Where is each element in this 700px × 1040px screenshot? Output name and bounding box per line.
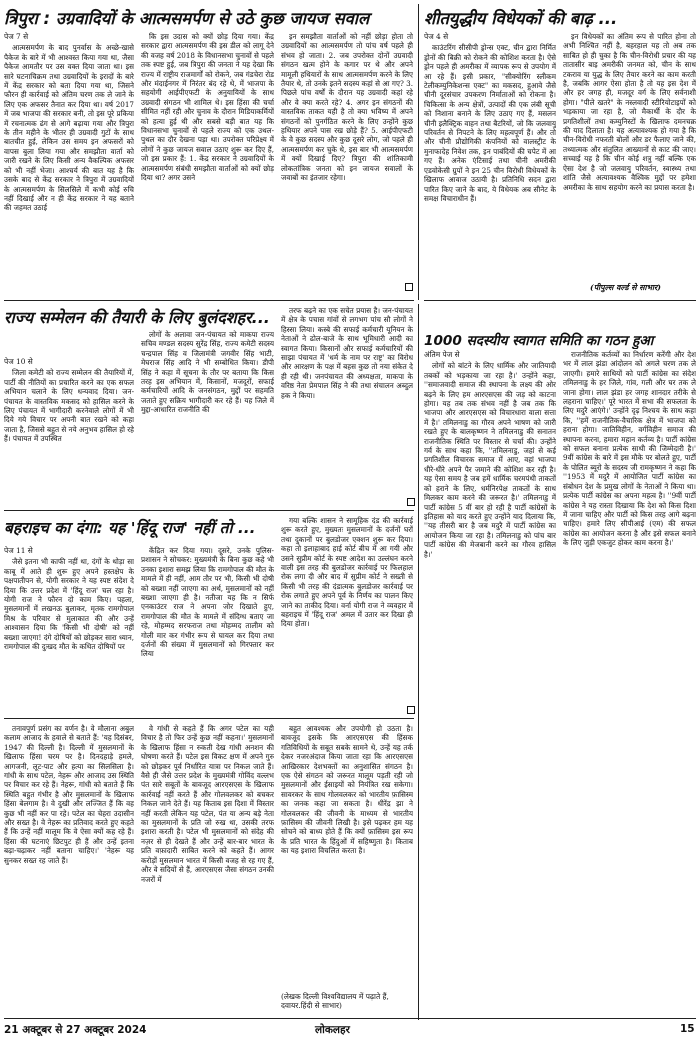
statemeet-text-2: लोगों के अलावा जन-पंचायत को माकपा राज्य सचिव मण्डल सदस्य सुरेंद्र सिंह, राज्य कमेटी सदस्य चन्द्रपाल सिंह व जिलामंत्री जगवीर सिंह भाटी, मेघराज सिंह आदि ने भी सम्बोधित किया। डीपी सिंह ने कहा में सूचना के तौर पर बताया कि किस तरह इस अभियान में, किसानों, मजदूरों, सफाई कर्मचारियों आदि के जनसंगठन, मुद्दों पर सहमति जताते हुए सक्रिय भागीदारी कर रहे हैं। यह जिले में मुद्दा-आधारित राजनीति की: [141, 330, 274, 415]
swagat-headline: 1000 सदस्यीय स्वागत समिति का गठन हुआ: [424, 333, 654, 349]
statemeet-bottom-rule: [4, 510, 414, 511]
tripura-column-3: [281, 32, 413, 287]
footer-page-number: 15: [680, 1023, 695, 1035]
coldwar-headline: शीतयुद्धीय विधेयकों की बाढ़ ...: [424, 9, 618, 28]
bahraich-text-2: केंद्रित कर दिया गया। दूसरे, उनके पुलिस-प्रशासन ने सोचकर: मुख्यमंत्री के बिना कुछ कहे भी उनका इशारा समझ लिया कि रामगोपाल की मौत के मामले में ही नहीं, आम तौर पर भी, किसी भी दोषी को बख्शा नहीं जाएगा का अर्थ, मुसलमानों को नहीं बख्शा जाएगा ही है। नतीजा यह कि न सिर्फ एनकाउंटर राज ने अपना जोर दिखाते हुए, रामगोपाल की मौत के मामले में संदिग्ध बताए जा रहे, मोहम्मद सरफराज तथा मोहम्मद तालीम को गोली मार कर गंभीर रूप से घायल कर दिया तथा दर्जनों की संख्या में मुसलमानों को गिरफ्तार कर लिया: [141, 546, 274, 659]
bahraich-text-3: गया बल्कि शासन ने सामूहिक दंड की कार्रवाई शुरू करते हुए, मुख्यतः मुसलमानों के दर्जनों घरों तथा दुकानों पर बुलडोजर एक्शन शुरू कर दिया। कहा तो इलाहाबाद हाई कोर्ट बीच में आ गयी और उसने सुप्रीम कोर्ट के स्पष्ट आदेश का उल्लंघन करने वाली इस तरह की बुलडोजर कार्रवाई पर फिलहाल रोक लगा दी और बाद में सुप्रीम कोर्ट ने सख्ती से किसी भी तरह की दंडात्मक बुलडोजर कार्रवाई पर रोक लगाते हुए अपने पूर्व के निर्णय का पालन किए जाने का ताकीद दिया। वर्ना योगी राज ने व्यवहार में बहराइच में 'हिंदू राज' अमल में उतार कर दिखा ही दिया होता।: [281, 516, 413, 629]
swagat-text-1: लोगों को बांटने के लिए धार्मिक और जातियादी तबकों को भड़काया जा रहा है।' उन्होंने कहा, ''समाजवादी समाज की स्थापना के लक्ष्य की ओर बढ़ने के लिए हम आरएसएस की जड़ को काटना होगा। यह तब तक संभव नहीं है जब तक कि भाजपा और आरएसएस को विचारधारा वाला सत्ता में है।' तमिलनाडु का गौरव अपने भाषण को जारी रखते हुए के बालकृष्णन ने तमिलनाडु की सनातन राजनीतिक स्थिति पर विस्तार से चर्चा की। उन्होंने गर्व के साथ कहा कि, ''तमिलनाडु, जहां से कई प्रगतिशील विचारक समाज में आए, वहां भाजपा धीरे-धीरे अपने पैर जमाने की कोशिश कर रही है। यह ऐसा समय है जब हमें धार्मिक चरमपंथी ताकतों को हराने के लिए, धर्मनिरपेक्ष ताकतों के साथ मिलकर काम करने की जरूरत है।' तमिलनाडु में पार्टी कांग्रेस 5 वीं बार हो रही है पार्टी कांग्रेसों के इतिहास को याद करते हुए उन्होंने याद दिलाया कि, ''यह तीसरी बार है जब मदुरै में पार्टी कांग्रेस का आयोजन किया जा रहा है। तमिलनाडु को पांच बार पार्टी कांग्रेस की मेजबानी करने का गौरव हासिल है।': [424, 361, 556, 559]
top-column-divider: [418, 4, 419, 300]
tripura-text-3: इन समझौता वार्ताओं को नहीं छोड़ा होता तो उग्रवादियों का आत्मसमर्पण तो पांच वर्ष पहले ही संभव हो जाता। 2. जब उपरोक्त दोनों उग्रवादी संगठन खत्म होने के कगार पर थे और अपने मामूली हथियारों के साथ आत्मसमर्पण करने के लिए तैयार थे, तो उनके इतने सदस्य कहां से आ गए? 3. पिछले पांच वर्षों के दौरान यह उग्रवादी कहां रहे और वे क्या करते रहे? 4. अगर इन संगठनों की वास्तविक ताकत यही है तो क्या भविष्य में अपने संगठनों को पुनर्गठित करने के लिए उन्होंने कुछ हथियार अपने पास रख छोड़े हैं? 5. आईपीएफटी के वे कुछ सदस्य और कुछ दूसरे लोग, जो पहले ही आत्मसमर्पण कर चुके थे, इस बार भी आत्मसमर्पण में क्यों दिखाई दिए? त्रिपुरा की शांतिकामी लोकतांत्रिक जनता को इन जायज सवालों के जवाबों का इंतजार रहेगा।: [281, 32, 413, 183]
swagat-column-2: [563, 350, 696, 1012]
bahraich-column-3: [281, 516, 413, 712]
swagat-text-2: राजनीतिक कर्तव्यों का निर्धारण करेंगी और देश भर में लाल झंडा आंदोलन को अगले चरण तक ले जाएगी। हमारे साथियों को पार्टी कांग्रेस का संदेश तमिलनाडु के हर जिले, गांव, गली और घर तक ले जाना होगा। लाल झंडा हर जगह शानदार तरीके से लहराना चाहिए।' पूरे भारत में सभा की सफलता के लिए मदुरै आएंगे।' उन्होंने दृढ़ निश्चय के साथ कहा कि, ''हमें राजनीतिक-वैचारिक क्षेत्र में भाजपा को हराना होगा। जातिविहीन, वर्गविहीन समाज की स्थापना करना, हमारा महान कर्तव्य है। पार्टी कांग्रेस को सफल बनाना प्रत्येक साथी की जिम्मेदारी है।' 9वीं कांग्रेस के बारे में इस मौके पर बोलते हुए, पार्टी के पोलित ब्यूरो के सदस्य जी रामकृष्णन ने कहा कि ''1953 में मदुरै में आयोजित पार्टी कांग्रेस का संबोधन देश के प्रमुख लोगों के नेताओं ने किया था। प्रत्येक पार्टी कांग्रेस का अपना महत्व है। ''9वीं पार्टी कांग्रेस ने यह रास्ता दिखाया कि देश को किस दिशा में जाना चाहिए और पार्टी को किस तरह आगे बढ़ना चाहिए। हमारे लिए सीपीआई (एम) की सफल कांग्रेस का आयोजन करना है और इसे सफल बनाने के लिए जुड़ी एकजुट होकर काम करना है।': [563, 350, 696, 548]
coldwar-text-1: काउंटरिंग सीसीपी ड्रोन्स एक्ट, चीन द्वारा निर्मित ड्रोनों की बिक्री को रोकने की कोशिश करता है। ऐसे ड्रोन पहले ही अमरीका में व्यापक रूप से उपयोग में आ रहे हैं। इसी प्रकार, "सीक्योरिंग स्लीकम टेलीकम्युनिकेशन्स एक्ट" का मकसद, हुआवे जैसे चीनी दूरसंचार उपकरण निर्माताओं को रोकना है। चिकित्सा के अन्य क्षेत्रों, उत्पादों की एक लंबी सूची को निशाना बनाने के लिए उठाए गए हैं, मसलन चीनी इलैक्ट्रिक वाहन तथा बैटरियों, जो कि जलवायु परिवर्तन से निपटने के लिए महत्वपूर्ण हैं। और तो और चीनी प्रौद्योगिकी कंपनियों को वालस्ट्रीट के मुनाफादेह निवेश तक, इन पाबंदियों की चपेट में आ गए हैं। अनेक एंटिसाई तथा चीनी अमरीकी एडवोकेसी ग्रुपों ने इन 25 चीन विरोधी विधेयकों के खिलाफ आवाज उठायी है। प्रतिनिधि सदन द्वारा पारित किए जाने के बाद, ये विधेयक अब सीनेट के समक्ष विचाराधीन हैं।: [424, 43, 556, 203]
lower-text-1: तनावपूर्ण प्रसंग का वर्णन है। वे मौलाना अबुल कलाम आजाद के हवाले से बताते हैं: 'यह दिसंबर, 1947 की दिल्ली है। दिल्ली में मुसलमानों के खिलाफ हिंसा चरम पर है। दिनदहाड़े हमले, आगजनी, लूट-पाट और हत्या का सिलसिला है। गांधी के साथ पटेल, नेहरू और आजाद उस स्थिति पर विचार कर रहे हैं। नेहरू, गांधी को बताते हैं कि स्थिति बहुत गंभीर है और मुसलमानों के खिलाफ हिंसा बेलगाम है। वे दुखी और लज्जित हैं कि वह कुछ भी नहीं कर पा रहे। पटेल का चेहरा उदासीन और सख्त है। वे नेहरू का प्रतिवाद करते हुए कहते हैं कि उन्हें नहीं मालूम कि वे ऐसा क्यों कह रहे हैं। हिंसा की घटनाएं छिटपुट ही हैं और उन्हें इतना बढ़ा-चढ़ाकर नहीं बताना चाहिए।' 'नेहरू यह सुनकर सख्त रह जाते हैं।: [4, 724, 134, 865]
coldwar-dateline: पेज 4 से: [424, 32, 449, 41]
swagat-dateline: अंतिम पेज से: [424, 350, 460, 359]
statemeet-column-1: [4, 357, 134, 505]
bahraich-end-mark: [407, 706, 415, 714]
bahraich-column-2: [141, 546, 274, 714]
coldwar-column-2: [563, 32, 696, 282]
statemeet-dateline: पेज 10 से: [4, 357, 33, 366]
tripura-column-1: [4, 32, 134, 287]
top-left-bottom-rule: [4, 300, 414, 301]
bahraich-bottom-rule: [4, 718, 414, 719]
coldwar-text-2: इन विधेयकों का अंतिम रूप से पारित होना तो अभी निश्चित नहीं है, बहरहाल यह तो अब तक साबित हो ही चुका है कि चीन-विरोधी प्रचार की यह तातासीर बाइ अमरीकी जनमत को, चीन के साथ टकराव या युद्ध के लिए तैयार करने का काम करती है, जबकि आगर ऐसा होता है तो यह इस देश में और हर जगह ही, मजदूर वर्ग के लिए सर्वनाशी होगा। "पीले खतरे" के नस्लवादी स्टीरियोटाइपों को भड़काया जा रहा है, जो मैकार्थी के दौर के प्रगतिशीलों तथा कम्युनिस्टों के खिलाफ दमनचक्र की याद दिलाता है। यह अत्यावश्यक हो गया है कि चीन-विरोधी नफरती बोलों और डर फैलाए जाने की, तथ्यात्मक और संतुलित आख्यानों से काट की जाए। सच्चाई यह है कि चीन कोई शत्रु नहीं बल्कि एक ऐसा देश है जो जलवायु परिवर्तन, स्वास्थ्य तथा शांति जैसे अत्यावश्यक वैश्विक मुद्दों पर हमेशा अमरीका के साथ सहयोग करने का प्रयास करता है।: [563, 32, 696, 192]
lower-column-3: [281, 724, 413, 992]
coldwar-column-1: [424, 32, 556, 294]
tripura-dateline: पेज 7 से: [4, 32, 29, 41]
statemeet-end-mark: [407, 498, 415, 506]
tripura-headline: त्रिपुरा : उग्रवादियों के आत्मसमर्पण से उठे कुछ जायज सवाल: [4, 9, 370, 28]
footer-date: 21 अक्टूबर से 27 अक्टूबर 2024: [4, 1024, 147, 1036]
bahraich-column-1: [4, 546, 134, 714]
coldwar-credit: (पीपुल्स वर्ल्ड से साभार): [590, 283, 661, 292]
statemeet-text-1: जिला कमेटी को राज्य सम्मेलन की तैयारियों में, पार्टी की नीतियों का प्रचारित करने का एक सफल अभियान चलाने के लिए धन्यवाद दिया। जन-पंचायत के वास्तविक मकसद को हासिल करने के लिए पंचायत में भागीदारी करनेवाले लोगों में भी दिये गये विचार पर अपनी बात रखने को कहा जाता है, जिससे बहुत से नये अनुभव हासिल हो रहे हैं। पंचायत में उपस्थित: [4, 368, 134, 444]
statemeet-headline: राज्य सम्मेलन की तैयारी के लिए बुलंदशहर...: [4, 308, 270, 327]
statemeet-text-3: तरफ बढ़ने का एक सचेत प्रयास है। जन-पंचायत में क्षेत्र के पचास गांवों से लगभग पांच सौ लोगों ने हिस्सा लिया। कस्बे की सफाई कर्मचारी यूनियन के नेताओं ने ढोल-बाजे के साथ भूमिधारी आदी का स्वागत किया। किसानों और सफाई कर्मचारियों की साझा पंचायत में 'धर्म के नाम पर राष्ट्र' का विरोध और आरक्षण के पक्ष में बहस कुछ तो नया संकेत दे ही रही थी। जनपंचायत की अध्यक्षता, माकपा के वरिष्ठ नेता प्रेमपाल सिंह ने की तथा संचालन अब्दुल हक ने किया।: [281, 306, 413, 400]
lower-text-3: बहुत आवश्यक और उपयोगी हो उठता है। बावजूद इसके कि आरएसएस की हिंसक गतिविधियों के सबूत सबके सामने थे, उन्हें यह तर्क देकर नजरअंदाज किया जाता रहा कि आरएसएस आखिरकार देशभक्तों का अनुशासित संगठन है। एक ऐसे संगठन को जरूरत मालूम पड़ती रही जो मुसलमानों और ईसाइयों को नियंत्रित रख सकेगा। सावरकर के साथ गोलवलकर को भारतीय फ़ासिस्म का जनक कहा जा सकता है। धीरेंद्र झा ने गोलवलकर की जीवनी के माध्यम से भारतीय फ़ासिस्म की जीवनी लिखी है। इसे पढ़कर हम यह सोचने को बाध्य होते हैं कि क्यों फ़ासिस्म इस रूप के प्रति भारत के हिंदुओं में सहिष्णुता है। किताब का यह इशारा विचलित करता है।: [281, 724, 413, 856]
statemeet-column-3: [281, 306, 413, 506]
lower-column-2: [141, 724, 274, 1014]
statemeet-column-2: [141, 330, 274, 504]
bahraich-dateline: पेज 11 से: [4, 546, 33, 555]
lower-credit: (लेखक दिल्ली विश्वविद्यालय में पढ़ाते हैं, दवायर.हिंदी से साभार): [281, 992, 389, 1011]
tripura-column-2: [141, 32, 274, 287]
tripura-text-1: आत्मसमर्पण के बाद पुनर्वास के अच्छे-खासे पैकेज के बारे में भी आश्वस्त किया गया था, जैसा पैकेज आमतौर पर उस वक्त दिया जाता था। इस सारे घटनाचिक्रम तथा उग्रवादियों के इरादों के बारे में केंद्र सरकार को बता दिया गया था, जिसने फौरन ही कार्रवाई को अंतिम चरण तक ले जाने के लिए एक अफसर तैनात कर दिया था। वर्ष 2017 में जब भाजपा की सरकार बनी, तो इस पूरे प्रकिया में रचनात्मक ढंग से आगे बढ़ाया गया और त्रिपुरा के तीन महीने के भीतर ही उग्रवादी गुटों के साथ बातचीत हुई, लेकिन उस समय इन अफसरों को वापस बुला लिया गया और समझौता वार्ता को जारी रखने के लिए किसी अन्य वैकल्पिक अफसर को भी नहीं भेजा। आश्चर्य की बात यह है कि उसके बाद से केंद्र सरकार ने त्रिपुरा में उग्रवादियों के आत्मसमर्पण के सिलसिले में कभी कोई रुचि नहीं दिखाई और न ही केंद्र सरकार ने यह बताने की जहमत उठाई: [4, 43, 134, 213]
bahraich-text-1: जैसे इतना भी काफी नहीं था, दंगों के थोड़ा सा काबू में आते ही शुरू हुए अपने हस्तक्षेप के पक्षपातीपन से, योगी सरकार ने यह स्पष्ट संदेश दे दिया कि उत्तर प्रदेश में 'हिंदू राज' चल रहा है। योगी राज ने फौरन दो काम किए। पहला, मुसलमानों में लखनऊ बुलाकर, मृतक रामगोपाल मिश्र के परिवार से मुलाकात की और उन्हें आश्वासन दिया कि 'किसी भी दोषी' को नहीं बख्शा जाएगा! दंगे दोषियों को छोड़कर सारा ध्यान, रामगोपाल की दुःखद मौत के कथित दोषियों पर: [4, 557, 134, 652]
lower-column-divider: [418, 304, 419, 1020]
footer-rule: [4, 1018, 696, 1019]
lower-column-1: [4, 724, 134, 1014]
tripura-end-mark: [405, 283, 413, 291]
lower-text-2: वे गांधी से कहते हैं कि अगर पटेल का यही विचार है तो फिर उन्हें कुछ नहीं कहना।' मुसलमानों के खिलाफ हिंसा न रुकती देख गांधी अनशन की घोषणा करते हैं। पटेल इस विकट क्षण में अपने गुरु को छोड़कर पूर्व निर्धारित यात्रा पर निकल जाते हैं। वैसे ही जैसे उत्तर प्रदेश के मुख्यमंत्री गोविंद वल्लभ पंत सारे सबूतों के बावजूद आरएसएस के खिलाफ कार्रवाई नहीं करते हैं और गोलवलकर को बचकर निकल जाने देते हैं। यह किताब इस दिशा में विस्तार नहीं करती लेकिन यह पटेल, पंत या अन्य बड़े नेता का मुसलमानों के प्रति जो रुख था, उसकी तरफ इशारा करती है। पटेल भी मुसलमानों को संदेह की नज़र से ही देखते हैं और उन्हें बार-बार भारत के प्रति वफ़ादारी साबित करने को कहते हैं। आगर करोड़ों मुसलमान भारत में किसी वजह से रह गए हैं, और वे सदियों से हैं, आरएसएस जैसा संगठन उनकी नजरों में: [141, 724, 274, 884]
bahraich-headline: बहराइच का दंगा: यह 'हिंदू राज' नहीं तो ...: [4, 519, 256, 537]
swagat-column-1: [424, 350, 556, 1012]
footer-paper-name: लोकलहर: [315, 1024, 350, 1036]
tripura-text-2: कि इस उदास को क्यों छोड़ दिया गया। केंद्र सरकार द्वारा आत्मसमर्पण की इस डील को लागू देने की वजह वर्ष 2018 के विधानसभा चुनावों से पहले तक स्पष्ट हुई, जब त्रिपुरा की जनता ने यह देखा कि राज्य में राष्ट्रीय राजमार्गों को रोकने, जब गंडचेरा रोड और मंदाईनगर में निरंतर बंद रहे थे, में भाजपा के सहयोगी आईपीएफटी के अनुयायियों के साथ उग्रवादी संगठन भी शामिल थे। इस हिंसा की चर्चा सीमित नहीं रही और चुनाव के दौरान मिडियाकर्मियों को हत्या हुई थी और सबसे बड़ी बात यह कि विधानसभा चुनावों से पहले राज्य को एक उथल-पुथल का दौर देखना पड़ा था। उपरोक्त परिप्रेक्ष्य में लोगों ने कुछ जायज सवाल उठाए शुरू कर दिए हैं, जो इस प्रकार हैं: 1. केंद्र सरकार ने उग्रवादियों के आत्मसमर्पण संबंधी समझौता वार्ताओं को क्यों छोड़ दिया था? अगर उसने: [141, 32, 274, 183]
top-right-bottom-rule: [424, 300, 696, 301]
